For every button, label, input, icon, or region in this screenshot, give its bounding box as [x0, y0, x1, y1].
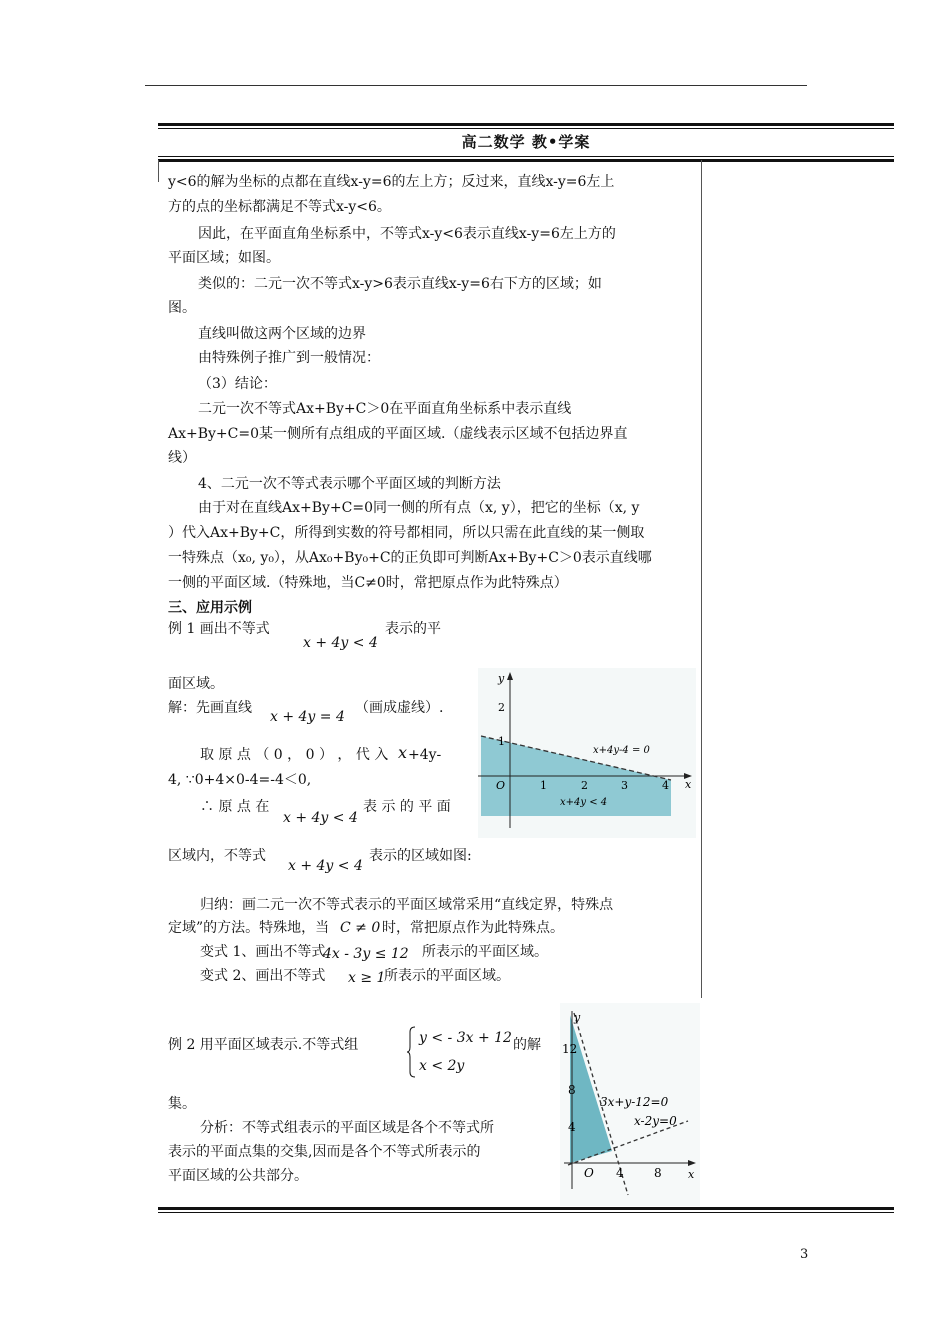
ex2-analysis-3: 平面区域的公共部分。 [168, 1168, 308, 1184]
figure-1-region-label: x+4y < 4 [560, 797, 608, 808]
variant-2: 变式 2、画出不等式 [200, 968, 326, 984]
figure-1-x-tick: 1 [540, 779, 547, 792]
variant-2-tail: 所表示的平面区域。 [384, 968, 510, 984]
figure-2-y-label: y [574, 1011, 581, 1024]
text-line: 平面区域；如图。 [168, 250, 280, 266]
ex1-step1-x: x [398, 743, 408, 762]
figure-1 [478, 668, 696, 838]
text-line: 由于对在直线Ax+By+C=0同一侧的所有点（x, y），把它的坐标（x, y [198, 500, 640, 516]
text-line: 方的点的坐标都满足不等式x-y<6。 [168, 199, 391, 215]
header-frame [158, 123, 894, 162]
figure-1-origin: O [496, 779, 506, 792]
figure-2-x-label: x [688, 1168, 695, 1181]
top-rule [145, 85, 807, 86]
ex2-inequality-2: x < 2y [419, 1058, 465, 1074]
footer-rule [158, 1207, 894, 1213]
text-line: ）代入Ax+By+C，所得到实数的符号都相同，所以只需在此直线的某一侧取 [168, 525, 645, 541]
text-line: 类似的：二元一次不等式x-y>6表示直线x-y=6右下方的区域；如 [198, 276, 602, 292]
ex1-step3-inequality: x + 4y < 4 [283, 810, 358, 826]
ex1-inequality: x + 4y < 4 [303, 635, 378, 651]
figure-1-x-label: x [685, 778, 692, 791]
figure-2-line-1-label: 3x+y-12=0 [600, 1095, 669, 1109]
summary-line-2-tail: 时，常把原点作为此特殊点。 [382, 920, 564, 936]
figure-1-y-tick: 2 [498, 701, 505, 714]
text-line: 直线叫做这两个区域的边界 [198, 326, 366, 342]
page-number: 3 [800, 1247, 809, 1262]
figure-2-y-tick: 4 [568, 1120, 576, 1134]
header-title: 高二数学 教•学案 [461, 133, 591, 151]
ex1-step1-tail: +4y- [408, 747, 442, 763]
figure-2-line-2-label: x-2y=0 [634, 1114, 677, 1128]
ex1-dashed-note: （画成虚线）. [355, 700, 444, 716]
section-heading: 三、应用示例 [168, 600, 252, 616]
ex2-brace [406, 1026, 416, 1078]
ex1-step4-tail: 表示的区域如图: [369, 848, 472, 864]
summary-line: 归纳：画二元一次不等式表示的平面区域常采用“直线定界，特殊点 [200, 897, 614, 913]
text-line: 因此，在平面直角坐标系中，不等式x-y<6表示直线x-y=6左上方的 [198, 226, 616, 242]
ex1-step4-inequality: x + 4y < 4 [288, 858, 363, 874]
ex1-lead: 例 1 画出不等式 [168, 621, 270, 637]
summary-line-2: 定域”的方法。特殊地，当 [168, 920, 330, 936]
ex1-step3: ∴ 原 点 在 [200, 799, 270, 815]
text-line: 二元一次不等式Ax+By+C＞0在平面直角坐标系中表示直线 [198, 401, 572, 417]
column-divider [701, 160, 702, 998]
text-line: 一特殊点（x₀, y₀），从Ax₀+By₀+C的正负即可判断Ax+By+C＞0表示直线哪 [168, 550, 652, 566]
ex1-step3-tail: 表 示 的 平 面 [363, 799, 451, 815]
figure-1-y-label: y [498, 672, 505, 685]
ex2-analysis-1: 分析：不等式组表示的平面区域是各个不等式所 [200, 1120, 494, 1136]
ex1-step1: 取 原 点 （ 0 ， 0 ） ， 代 入 [200, 747, 389, 763]
ex2-inequality-1: y < - 3x + 12 [419, 1030, 512, 1046]
text-line: 由特殊例子推广到一般情况： [198, 350, 380, 366]
figure-2-x-tick: 8 [654, 1166, 662, 1180]
figure-2-y-tick: 8 [568, 1083, 576, 1097]
text-line: （3）结论： [198, 376, 277, 392]
ex1-step4: 区域内，不等式 [168, 848, 266, 864]
figure-2 [560, 1003, 700, 1206]
text-line: Ax+By+C=0某一侧所有点组成的平面区域.（虚线表示区域不包括边界直 [168, 426, 628, 442]
figure-1-y-tick: 1 [498, 735, 505, 748]
ex1-tail: 表示的平 [385, 621, 441, 637]
left-border [158, 160, 159, 182]
ex1-line2: 面区域。 [168, 676, 224, 692]
ex2-line2: 集。 [168, 1096, 196, 1112]
variant-1-tail: 所表示的平面区域。 [422, 944, 548, 960]
ex2-lead: 例 2 用平面区域表示.不等式组 [168, 1037, 359, 1053]
figure-2-y-tick: 12 [562, 1042, 578, 1056]
figure-2-origin: O [584, 1166, 594, 1180]
text-line: 图。 [168, 300, 196, 316]
text-line: 线） [168, 450, 196, 466]
text-line: 一侧的平面区域.（特殊地，当C≠0时，常把原点作为此特殊点） [168, 575, 568, 591]
figure-1-line-label: x+4y-4 = 0 [593, 745, 650, 756]
variant-1: 变式 1、画出不等式 [200, 944, 326, 960]
figure-1-x-tick: 4 [662, 779, 669, 792]
ex2-tail: 的解 [513, 1037, 541, 1053]
figure-1-x-tick: 2 [581, 779, 588, 792]
summary-condition: C ≠ 0 [340, 920, 381, 936]
figure-2-x-tick: 4 [616, 1166, 624, 1180]
ex1-line-equation: x + 4y = 4 [270, 709, 345, 725]
ex1-step2: 4, ∵0+4×0-4=-4＜0, [168, 772, 312, 788]
variant-2-inequality: x ≥ 1 [348, 970, 386, 986]
figure-1-x-tick: 3 [621, 779, 628, 792]
text-line: y<6的解为坐标的点都在直线x-y=6的左上方；反过来，直线x-y=6左上 [168, 174, 615, 190]
variant-1-inequality: 4x - 3y ≤ 12 [323, 946, 409, 962]
text-line: 4、二元一次不等式表示哪个平面区域的判断方法 [198, 476, 501, 492]
ex1-solution: 解：先画直线 [168, 700, 252, 716]
ex2-analysis-2: 表示的平面点集的交集,因而是各个不等式所表示的 [168, 1144, 481, 1160]
